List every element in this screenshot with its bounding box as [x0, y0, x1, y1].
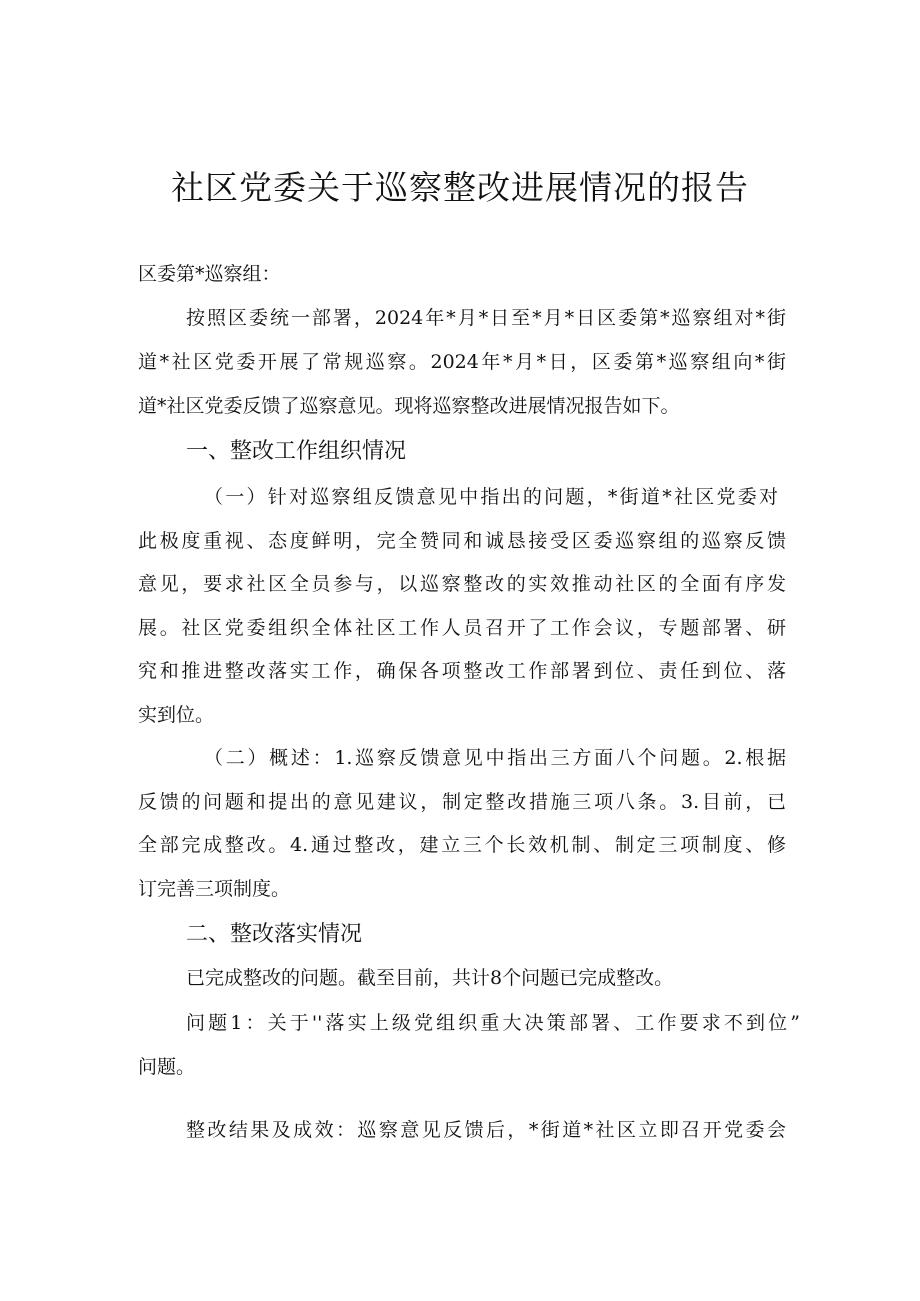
problem1-line: 问题1：关于''落实上级党组织重大决策部署、工作要求不到位” [186, 1012, 800, 1034]
section1-paragraph2-line: 反馈的问题和提出的意见建议，制定整改措施三项八条。3.目前，已 [138, 791, 786, 813]
section1-paragraph2-line: 订完善三项制度。 [138, 878, 291, 900]
result-line: 整改结果及成效：巡察意见反馈后，*街道*社区立即召开党委会 [186, 1119, 786, 1141]
section1-paragraph1-line: 究和推进整改落实工作，确保各项整改工作部署到位、责任到位、落 [138, 660, 786, 682]
intro-line: 道*社区党委开展了常规巡察。2024年*月*日，区委第*巡察组向*街 [138, 351, 786, 373]
section1-paragraph1-line: 实到位。 [138, 704, 215, 726]
intro-line: 道*社区党委反馈了巡察意见。现将巡察整改进展情况报告如下。 [138, 395, 680, 417]
section1-paragraph1-line: 此极度重视、态度鲜明，完全赞同和诚恳接受区委巡察组的巡察反馈 [138, 530, 786, 552]
section1-paragraph2-line: 全部完成整改。4.通过整改，建立三个长效机制、制定三项制度、修 [138, 834, 786, 856]
intro-line: 按照区委统一部署，2024年*月*日至*月*日区委第*巡察组对*街 [186, 307, 786, 329]
section1-paragraph1-line: （一）针对巡察组反馈意见中指出的问题，*街道*社区党委对 [204, 486, 778, 508]
section1-heading: 一、整改工作组织情况 [186, 439, 407, 464]
section1-paragraph1-line: 展。社区党委组织全体社区工作人员召开了工作会议，专题部署、研 [138, 617, 786, 639]
problem1-line: 问题。 [138, 1056, 196, 1078]
document-title: 社区党委关于巡察整改进展情况的报告 [171, 168, 749, 207]
section1-paragraph2-line: （二）概述：1.巡察反馈意见中指出三方面八个问题。2.根据 [204, 747, 786, 769]
section2-heading: 二、整改落实情况 [186, 922, 363, 947]
section2-paragraph: 已完成整改的问题。截至目前，共计8个问题已完成整改。 [186, 967, 674, 989]
section1-paragraph1-line: 意见，要求社区全员参与，以巡察整改的实效推动社区的全面有序发 [138, 573, 786, 595]
salutation: 区委第*巡察组： [138, 263, 281, 285]
